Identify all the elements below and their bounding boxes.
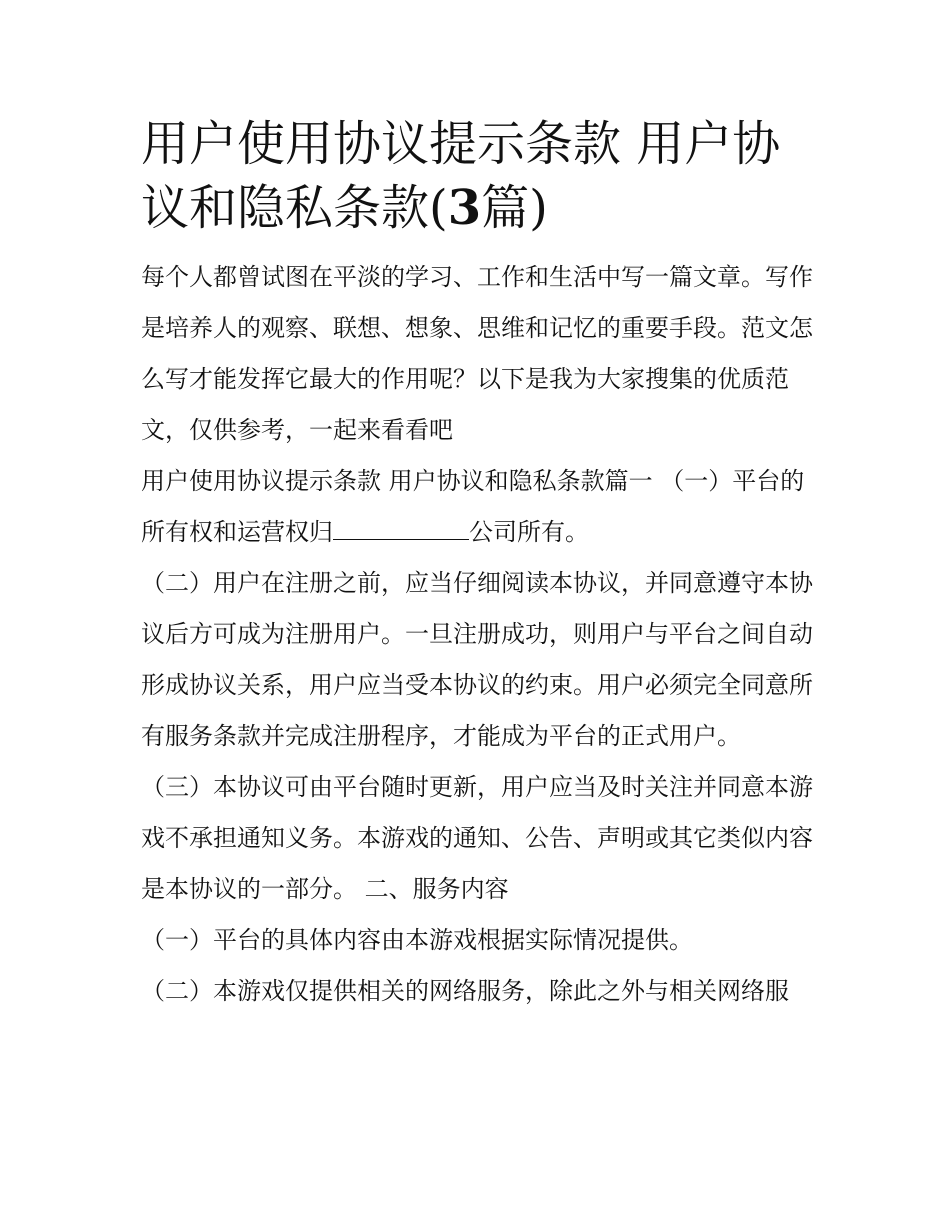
section-one-paragraph [141, 456, 813, 558]
clause-three-paragraph: （三）本协议可由平台随时更新，用户应当及时关注并同意本游戏不承担通知义务。本游戏的通知、公告、声明或其它类似内容是本协议的一部分。 二、服务内容 [141, 773, 813, 903]
clause-two-paragraph: （二）用户在注册之前，应当仔细阅读本协议，并同意遵守本协议后方可成为注册用户。一旦注册成功，则用户与平台之间自动形成协议关系，用户应当受本协议的约束。用户必须完全同意所有服务条款并完成注册程序，才能成为平台的正式用户。 [141, 569, 813, 750]
service-clause-one: （一）平台的具体内容由本游戏根据实际情况提供。 [141, 926, 693, 954]
intro-paragraph: 每个人都曾试图在平淡的学习、工作和生活中写一篇文章。写作是培养人的观察、联想、想象、思维和记忆的重要手段。范文怎么写才能发挥它最大的作用呢？以下是我为大家搜集的优质范文，仅供参考，一起来看看吧 [141, 263, 813, 444]
fill-in-blank [333, 517, 469, 540]
document-title: 用户使用协议提示条款 用户协议和隐私条款(3篇) [141, 116, 781, 236]
document-page [141, 112, 813, 1017]
section-one-text: 用户使用协议提示条款 用户协议和隐私条款篇一 （一）平台的所有权和运营权归 [141, 467, 805, 546]
section-one-tail: 公司所有。 [469, 518, 589, 546]
title-count: 3 [447, 180, 482, 236]
service-clause-two: （二）本游戏仅提供相关的网络服务，除此之外与相关网络服 [141, 977, 789, 1005]
